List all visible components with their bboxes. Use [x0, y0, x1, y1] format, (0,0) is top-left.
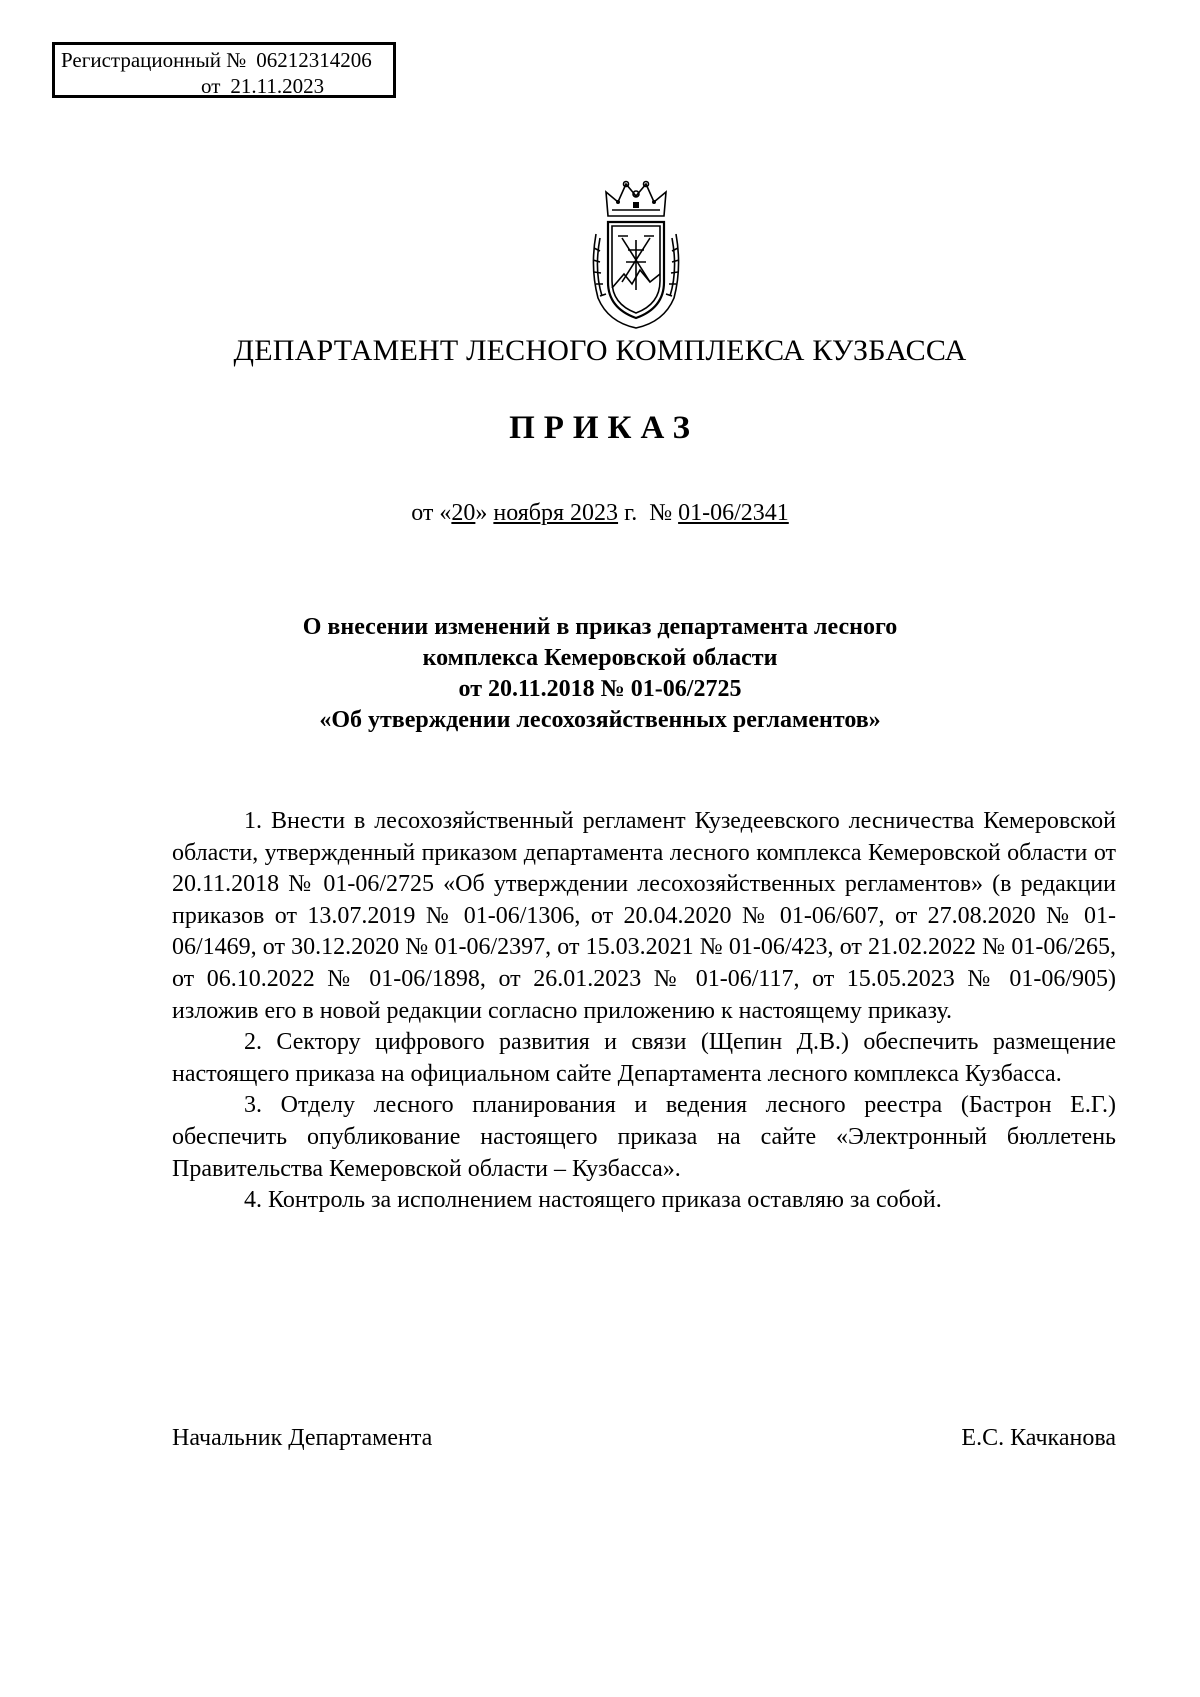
subject-line: «Об утверждении лесохозяйственных регламентов» — [319, 707, 881, 733]
body-paragraph: 3. Отделу лесного планирования и ведения лесного реестра (Бастрон Е.Г.) обеспечить опубликование настоящего приказа на сайте «Электронный бюллетень Правительства Кемеровской области – Кузбасса». — [172, 1092, 1116, 1182]
order-subject — [0, 612, 1200, 736]
order-number: 01-06/2341 — [678, 500, 789, 526]
order-month-year: ноября 2023 — [493, 500, 619, 526]
signatory-position: Начальник Департамента — [172, 1425, 433, 1451]
registration-date: 21.11.2023 — [230, 74, 325, 98]
subject-line: комплекса Кемеровской области — [422, 645, 778, 671]
signatory-name: Е.С. Качканова — [961, 1425, 1116, 1451]
department-name: ДЕПАРТАМЕНТ ЛЕСНОГО КОМПЛЕКСА КУЗБАССА — [233, 334, 967, 367]
order-date-prefix: от « — [411, 500, 452, 526]
body-paragraph: 2. Сектору цифрового развития и связи (Щепин Д.В.) обеспечить размещение настоящего приказа на официальном сайте Департамента лесного комплекса Кузбасса. — [172, 1029, 1116, 1087]
document-type-title: ПРИКАЗ — [509, 410, 699, 446]
registration-label: Регистрационный № — [61, 48, 247, 72]
registration-date-prefix: от — [201, 74, 221, 98]
body-paragraph: 4. Контроль за исполнением настоящего приказа оставляю за собой. — [244, 1187, 942, 1214]
subject-line: О внесении изменений в приказ департамента лесного — [302, 614, 898, 640]
order-body — [172, 806, 1116, 1217]
order-number-prefix: г. № — [618, 500, 679, 526]
registration-stamp — [52, 42, 396, 98]
order-day-suffix: » — [475, 500, 494, 526]
registration-number: 06212314206 — [256, 48, 372, 72]
body-paragraph: 1. Внести в лесохозяйственный регламент Кузедеевского лесничества Кемеровской области, утвержденный приказом департамента лесного комплекса Кемеровской области от 20.11.2018 № 01-06/2725 «Об утверждении лесохозяйственных регламентов» (в редакции приказов от 13.07.2019 № 01-06/1306, от 20.04.2020 № 01-06/607, от 27.08.2020 № 01-06/1469, от 30.12.2020 № 01-06/2397, от 15.03.2021 № 01-06/423, от 21.02.2022 № 01-06/265, от 06.10.2022 № 01-06/1898, от 26.01.2023 № 01-06/117, от 15.05.2023 № 01-06/905) изложив его в новой редакции согласно приложению к настоящему приказу. — [172, 808, 1116, 1024]
subject-line: от 20.11.2018 № 01-06/2725 — [458, 676, 742, 702]
order-day: 20 — [451, 500, 476, 526]
kuzbass-coat-of-arms-icon — [588, 178, 684, 330]
order-date-line — [0, 500, 1200, 527]
